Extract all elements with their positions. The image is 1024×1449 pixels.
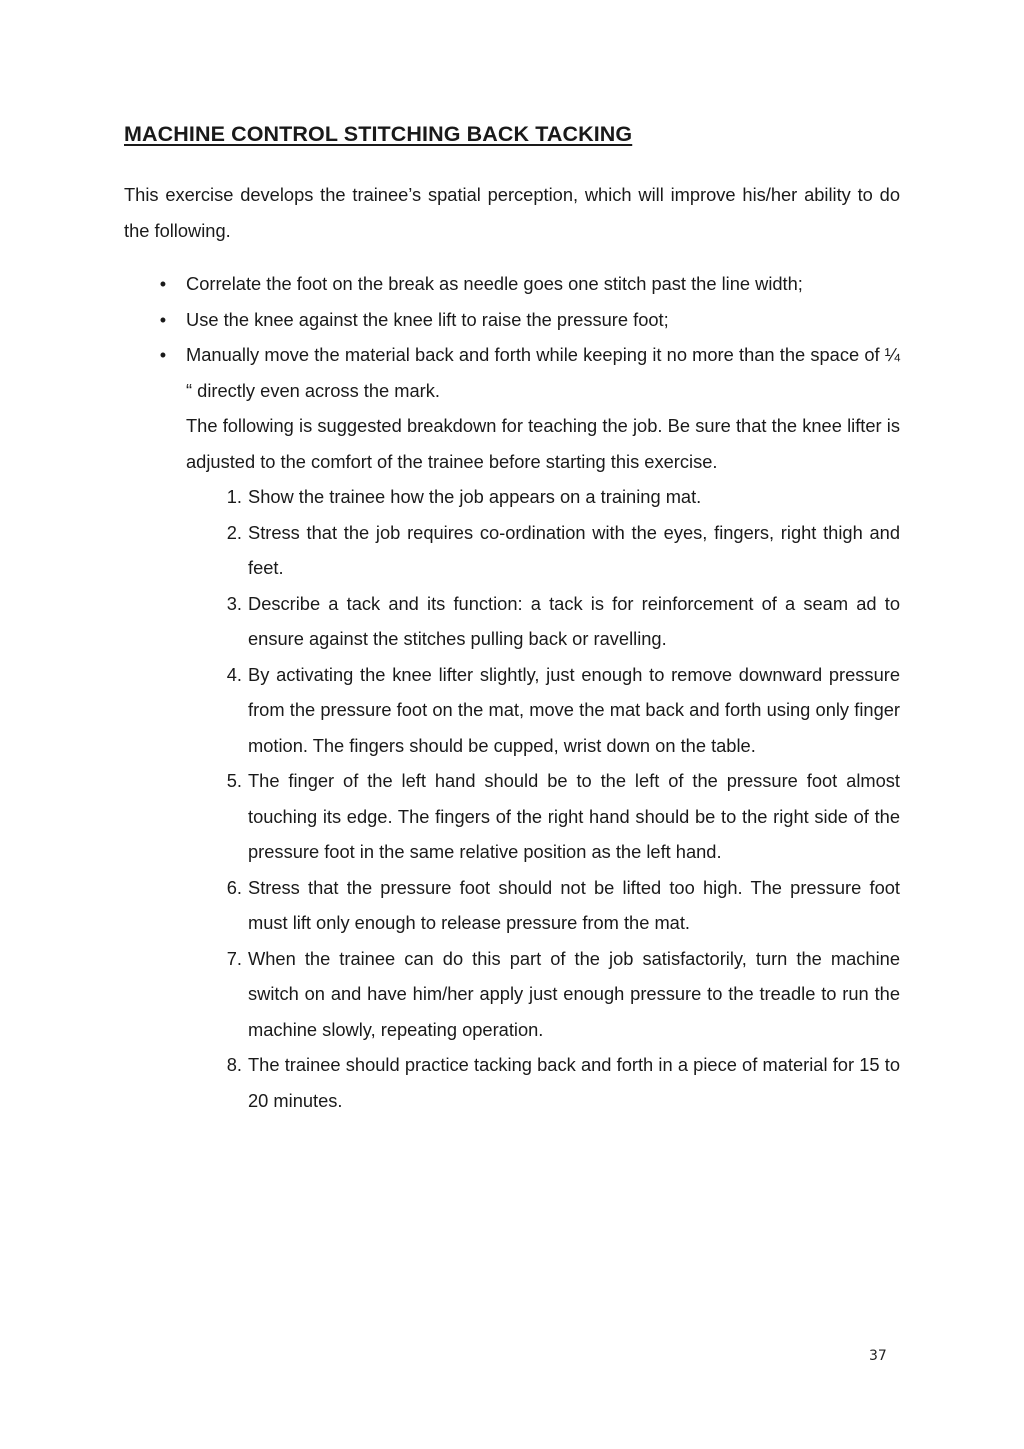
step-item [186, 763, 900, 870]
bullet-text: Correlate the foot on the break as needle goes one stitch past the line width; [186, 273, 803, 294]
step-item [186, 1047, 900, 1118]
step-text: By activating the knee lifter slightly, just enough to remove downward pressure from the pressure foot on the mat, move the mat back and forth using only finger motion. The fingers should be cupped, wrist down on the table. [248, 663, 900, 756]
step-number: 2. [226, 521, 242, 543]
step-text: The finger of the left hand should be to the left of the pressure foot almost touching its edge. The fingers of the right hand should be to the right side of the pressure foot in the same relative position as the left hand. [248, 770, 900, 862]
step-item [186, 586, 900, 657]
step-item [186, 870, 900, 941]
steps-list [186, 479, 900, 1118]
bullet-item [124, 337, 900, 1118]
step-text: When the trainee can do this part of the job satisfactorily, turn the machine switch on and have him/her apply just enough pressure to the treadle to run the machine slowly, repeating operation. [248, 947, 900, 1040]
intro-paragraph: This exercise develops the trainee’s spatial perception, which will improve his/her ability to do the following. [124, 184, 900, 241]
step-item [186, 657, 900, 764]
page-number: 37 [869, 1348, 887, 1364]
bullet-text: Use the knee against the knee lift to raise the pressure foot; [186, 308, 669, 330]
step-number: 4. [226, 663, 242, 685]
step-number: 3. [226, 592, 242, 614]
step-text: The trainee should practice tacking back and forth in a piece of material for 15 to 20 minutes. [248, 1054, 900, 1111]
step-text: Show the trainee how the job appears on a training mat. [248, 486, 702, 507]
bullet-item [124, 266, 900, 302]
step-number: 6. [226, 876, 242, 898]
step-item [186, 941, 900, 1048]
breakdown-intro: The following is suggested breakdown for teaching the job. Be sure that the knee lifter is adjusted to the comfort of the trainee before starting this exercise. [186, 415, 900, 472]
bullet-icon: • [159, 308, 167, 330]
step-number: 1. [226, 486, 242, 507]
step-number: 5. [226, 770, 242, 791]
bullet-icon: • [159, 273, 167, 294]
step-item [186, 515, 900, 586]
bullet-icon: • [159, 344, 167, 365]
bullet-list [124, 266, 900, 1118]
step-number: 8. [226, 1054, 242, 1075]
bullet-item [124, 302, 900, 338]
step-text: Stress that the pressure foot should not be lifted too high. The pressure foot must lift only enough to release pressure from the mat. [248, 876, 900, 933]
step-text: Describe a tack and its function: a tack is for reinforcement of a seam ad to ensure against the stitches pulling back or ravelling. [248, 592, 900, 649]
page-title: MACHINE CONTROL STITCHING BACK TACKING [124, 122, 633, 146]
step-item [186, 479, 900, 515]
step-number: 7. [226, 947, 242, 969]
bullet-text: Manually move the material back and forth while keeping it no more than the space of ¼ “ directly even across the mark. [186, 344, 900, 401]
step-text: Stress that the job requires co-ordination with the eyes, fingers, right thigh and feet. [248, 521, 900, 578]
